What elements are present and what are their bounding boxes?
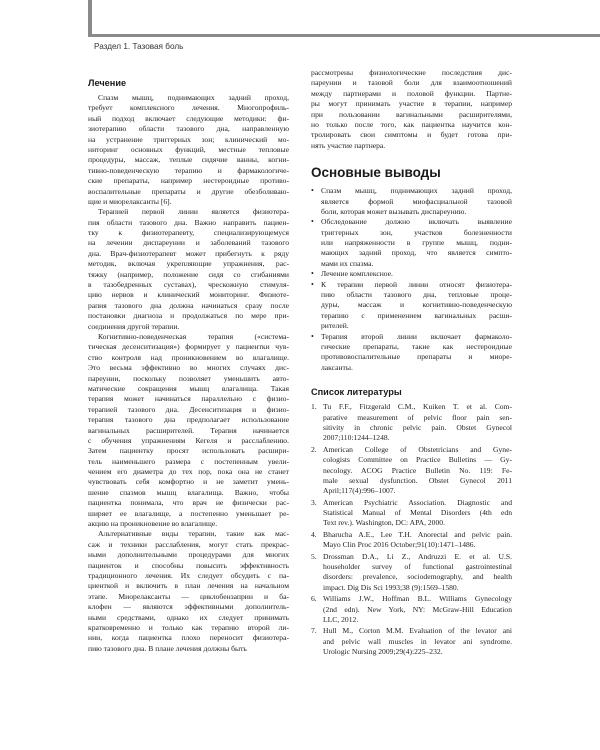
text-line: ширяет ее влагалище, а постепенно уменьшает ре- [88, 508, 289, 518]
bullet-icon: • [311, 186, 314, 196]
bullet-icon: • [311, 331, 314, 341]
text-line: гические препараты, такие как нестероидные [321, 341, 512, 351]
text-line: терапией тазового дна. Десенситизация и физио- [88, 404, 289, 414]
text-line: Спазм мышц, поднимающих задний проход, [98, 93, 289, 102]
conclusions-heading: Основные выводы [311, 165, 441, 181]
text-line: тическая десенситизация») формирует у пациентки чув- [88, 342, 289, 352]
text-line: нять участие партнера. [311, 140, 386, 150]
text-line: традиционного лечения. Их следует обсудить с па- [88, 570, 289, 580]
text-line: Это весьма эффективно во многих случаях дис- [88, 363, 289, 373]
reference-item [311, 594, 512, 625]
text-line: Mayo Clin Proc 2016 October;91(10):1471–1486. [323, 540, 476, 550]
text-line: cologists Committee on Practice Bulletins — Gy- [323, 455, 512, 465]
references-heading: Список литературы [311, 387, 402, 398]
text-line: пациентка понимала, что врач не физически рас- [88, 498, 289, 508]
text-line: тивно-поведенческую терапию и фармакологиче- [88, 165, 289, 175]
text-line: чением его диаметра до тех пор, пока она не станет [88, 467, 289, 477]
reference-item [311, 402, 512, 444]
text-line: вагинальных расширителей. Терапия начинается [88, 425, 289, 435]
text-line: на лечении диспареунии и заболеваний тазового [88, 238, 289, 248]
text-line: воспалительные препараты и другие обезболиваю- [88, 186, 289, 196]
text-line: Альтернативные виды терапии, такие как мас- [98, 529, 289, 539]
text-line: тролировать свои симптомы и будет готова при- [311, 130, 512, 140]
text-line: методик, включая укрепляющие упражнения, рас- [88, 259, 289, 269]
conclusion-item [311, 186, 512, 217]
text-line: пию области тазового дна, тепловые проце- [321, 290, 512, 300]
text-line: parative measurement of pelvic floor pain sen- [323, 412, 512, 422]
text-line: рапия тазового дна должна начинаться сразу после [88, 300, 289, 310]
right-column [311, 68, 512, 659]
text-line: на устранение триггерных зон; клинический мо- [88, 134, 289, 144]
text-line: (2nd edn). New York, NY: McGraw-Hill Education [323, 604, 512, 614]
left-column [88, 78, 289, 654]
bullet-icon: • [311, 269, 314, 279]
text-line: терапию с применением вагинальных расши- [321, 310, 512, 320]
conclusion-item [311, 332, 512, 374]
text-line: в тазобедренных суставах), чрескожную стимуля- [88, 280, 289, 290]
text-line: мающих задний проход, что является симпто- [321, 248, 512, 258]
text-line: Терапией первой линии является физиотера- [98, 207, 289, 217]
text-line: тель наименьшего размера с постепенным увели- [88, 456, 289, 466]
text-line: American Psychiatric Association. Diagnostic and [323, 497, 512, 507]
text-line: пациенток и способны повысить эффективность [88, 560, 289, 570]
text-line: постановки диагноза и продолжаться по мере при- [88, 311, 289, 321]
reference-number: 7. [311, 626, 317, 636]
text-line: является формой миофасциальной тазовой [321, 196, 512, 206]
text-line: саж и техники расслабления, могут стать прекрас- [88, 539, 289, 549]
text-line: зиотерапию области тазового дна, направленную [88, 124, 289, 134]
text-line: Терапия второй линии включает фармаколо- [321, 331, 512, 341]
text-line: требует комплексного лечения. Многопрофиль- [88, 103, 289, 113]
reference-item [311, 626, 512, 657]
text-line: К терапии первой линии относят физиотера- [321, 279, 512, 289]
text-line: терапия может начинаться параллельно с физио- [88, 394, 289, 404]
text-line: дуры, массаж и когнитивно-поведенческую [321, 300, 512, 310]
text-line: тку к физиотерапевту, специализирующемуся [88, 228, 289, 238]
text-line: дна. Врач-физиотерапевт может прибегнуть к ряду [88, 248, 289, 258]
text-line: цию нервов и клинический мониторинг. Физиоте- [88, 290, 289, 300]
reference-number: 1. [311, 402, 317, 412]
text-line: пию тазового дна. В плане лечения должны быть [88, 643, 247, 653]
text-line: при пользовании вагинальными расширителями, [311, 109, 512, 119]
text-line: Drossman D.A., Li Z., Andruzzi E. et al. U.S. [323, 551, 512, 561]
text-line: с обучения упражнениям Кегеля и расслаблению. [88, 435, 289, 445]
text-line: 2007;110:1244–1248. [323, 433, 390, 443]
text-line: sitivity in chronic pelvic pain. Obstet Gynecol [323, 422, 512, 432]
text-line: Спазм мышц, поднимающих задний проход, [321, 186, 512, 196]
text-line: триггерных зон, участков болезненности [321, 227, 512, 237]
text-line: Когнитивно-поведенческая терапия («система- [98, 331, 289, 341]
conclusion-item [311, 280, 512, 332]
text-line: male sexual dysfunction. Obstet Gynecol 2011 [323, 475, 512, 485]
text-line: disorders: prevalence, sociodemography, and health [323, 572, 512, 582]
text-line: боли, которая может вызывать диспареунию. [321, 206, 467, 216]
text-line: нии, когда пациентка плохо переносит физиотера- [88, 633, 289, 643]
reference-item [311, 445, 512, 497]
text-line: пареунии и тазовой боли для взаимоотношений [311, 78, 512, 88]
treatment-text [88, 93, 289, 654]
text-line: терапия тазового дна предполагает использование [88, 415, 289, 425]
text-line: между партнерами и половой функции. Партне- [311, 88, 512, 98]
text-line: рителей. [321, 321, 349, 331]
text-line: ры могут принимать участие в терапии, например [311, 99, 512, 109]
conclusions-list [311, 186, 512, 373]
text-line: мами их спазма. [321, 258, 374, 268]
text-line: соединения другой терапии. [88, 321, 180, 331]
text-line: щие и миорелаксанты [6]. [88, 196, 172, 206]
text-line: пареунии, поскольку позволяет уменьшить авто- [88, 373, 289, 383]
treatment-heading: Лечение [88, 78, 127, 88]
text-line: акцию на проникновение во влагалище. [88, 519, 218, 529]
text-line: Hull M., Corton M.M. Evaluation of the levator ani [323, 626, 512, 636]
text-line: кратковременно и только как терапию второй ли- [88, 622, 289, 632]
reference-item [311, 530, 512, 551]
reference-item [311, 552, 512, 594]
text-line: LLC, 2012. [323, 614, 359, 624]
reference-number: 2. [311, 444, 317, 454]
reference-number: 6. [311, 594, 317, 604]
text-line: Обследование должно включать выявление [321, 217, 512, 227]
text-line: лаксанты. [321, 362, 353, 372]
text-line: чувствовать себя комфортно и не заметит умень- [88, 477, 289, 487]
text-line: Лечение комплексное. [321, 269, 393, 279]
text-line: ными средствами, однако их следует принимать [88, 612, 289, 622]
text-line: Text rev.). Washington, DC: APA, 2000. [323, 518, 445, 528]
reference-number: 5. [311, 551, 317, 561]
bullet-icon: • [311, 279, 314, 289]
reference-item [311, 498, 512, 529]
text-line: циенткой и включить в план лечения на начальном [88, 581, 289, 591]
text-line: или напряженности в группе мышц, подни- [321, 238, 512, 248]
text-line: шение спазмов мышц влагалища. Важно, чтобы [88, 487, 289, 497]
text-line: рассмотрены физиологические последствия дис- [311, 68, 512, 77]
continued-text [311, 68, 512, 151]
conclusion-item [311, 217, 512, 269]
text-line: necology. ACOG Practice Bulletin No. 119: Fe- [323, 465, 512, 475]
text-line: тяжку (например, положение сидя со сгибаниями [88, 269, 289, 279]
text-line: клофен — являются эффективными дополнитель- [88, 602, 289, 612]
bullet-icon: • [311, 217, 314, 227]
conclusion-item [311, 269, 512, 279]
text-line: American College of Obstetricians and Gyne- [323, 444, 512, 454]
text-line: Williams J.W., Hoffman B.L. Williams Gynecology [323, 594, 512, 604]
text-line: Затем пациентку просят использовать расшири- [88, 446, 289, 456]
text-line: Urologic Nursing 2009;29(4):225–232. [323, 647, 443, 657]
reference-number: 4. [311, 529, 317, 539]
header-bar [88, 0, 600, 37]
section-label: Раздел 1. Тазовая боль [94, 42, 184, 51]
reference-number: 3. [311, 497, 317, 507]
text-line: ские препараты, например нестероидные противо- [88, 176, 289, 186]
text-line: impact. Dig Dis Sci 1993;38 (9):1569–1580. [323, 582, 459, 592]
text-line: Bharucha A.E., Lee T.H. Anorectal and pelvic pain. [323, 529, 512, 539]
text-line: противовоспалительные препараты и миоре- [321, 352, 512, 362]
text-line: этапе. Миорелаксанты — циклобензаприн и ба- [88, 591, 289, 601]
text-line: and pelvic wall muscles in levator ani syndrome. [323, 636, 512, 646]
text-line: ниторинг основных функций, местные тепловые [88, 144, 289, 154]
text-line: процедуры, массаж, теплые сидячие ванны, когни- [88, 155, 289, 165]
text-line: ными дополнительными процедурами для многих [88, 550, 289, 560]
text-line: April;117(4):996–1007. [323, 486, 396, 496]
text-line: пия области тазового дна. Важно направить пациен- [88, 217, 289, 227]
references-list [311, 402, 512, 657]
text-line: Tu F.F., Fitzgerald C.M., Kuiken T. et al. Com- [323, 402, 512, 412]
text-line: но только после того, как пациентка научится кон- [311, 119, 512, 129]
text-line: householder survey of functional gastrointestinal [323, 562, 512, 572]
text-line: ный подход включает следующие методики: фи- [88, 113, 289, 123]
text-line: Statistical Manual of Mental Disorders (4th edn [323, 508, 512, 518]
text-line: матические сокращения мышц влагалища. Такая [88, 383, 289, 393]
text-line: ство контроля над проникновением во влагалище. [88, 352, 289, 362]
